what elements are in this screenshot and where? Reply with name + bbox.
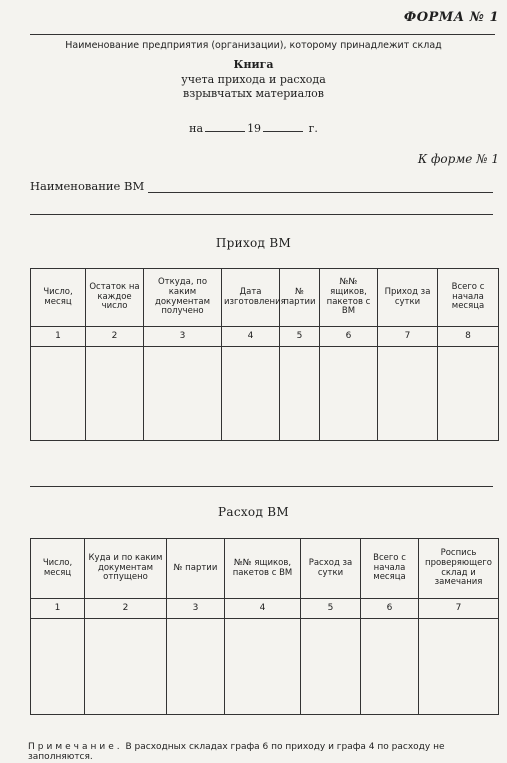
enterprise-line bbox=[30, 34, 495, 35]
income-table bbox=[30, 268, 499, 441]
expense-header-cell: №№ ящиков, пакетов с ВМ bbox=[225, 539, 301, 599]
year-prefix: на bbox=[189, 122, 204, 135]
year-century: 19 bbox=[247, 122, 262, 135]
income-body-cell bbox=[378, 347, 438, 441]
income-col-number: 1 bbox=[31, 327, 86, 347]
expense-body-row bbox=[31, 619, 499, 715]
expense-col-number: 3 bbox=[167, 599, 225, 619]
income-body-cell bbox=[280, 347, 320, 441]
expense-title: Расход ВМ bbox=[218, 505, 289, 519]
year-blank-2 bbox=[263, 123, 303, 132]
footnote-label: Примечание. bbox=[28, 742, 123, 752]
income-header-cell: № партии bbox=[280, 269, 320, 327]
book-title: Книга bbox=[233, 58, 274, 71]
income-col-number: 2 bbox=[86, 327, 144, 347]
expense-header-cell: № партии bbox=[167, 539, 225, 599]
income-body-cell bbox=[222, 347, 280, 441]
book-subtitle-1: учета прихода и расхода bbox=[181, 73, 326, 86]
income-header-cell: Число, месяц bbox=[31, 269, 86, 327]
income-col-number: 3 bbox=[144, 327, 222, 347]
income-col-number: 8 bbox=[438, 327, 499, 347]
vm-name-row bbox=[30, 179, 493, 193]
year-line bbox=[0, 122, 507, 135]
income-body-cell bbox=[86, 347, 144, 441]
income-number-row bbox=[31, 327, 499, 347]
income-col-number: 7 bbox=[378, 327, 438, 347]
expense-body-cell bbox=[419, 619, 499, 715]
book-subtitle-2: взрывчатых материалов bbox=[183, 87, 324, 100]
year-suffix: г. bbox=[308, 122, 318, 135]
income-header-cell: Всего с начала месяца bbox=[438, 269, 499, 327]
year-blank-1 bbox=[205, 123, 245, 132]
expense-body-cell bbox=[301, 619, 361, 715]
income-header-cell: Приход за сутки bbox=[378, 269, 438, 327]
expense-col-number: 1 bbox=[31, 599, 85, 619]
expense-number-row bbox=[31, 599, 499, 619]
income-body-cell bbox=[31, 347, 86, 441]
vm-name-line-2 bbox=[30, 214, 493, 215]
income-body-cell bbox=[438, 347, 499, 441]
income-title: Приход ВМ bbox=[215, 236, 292, 250]
income-body-row bbox=[31, 347, 499, 441]
expense-col-number: 6 bbox=[361, 599, 419, 619]
expense-header-cell: Роспись проверяющего склад и замечания bbox=[419, 539, 499, 599]
footnote bbox=[28, 742, 499, 763]
expense-header-cell: Число, месяц bbox=[31, 539, 85, 599]
section-divider bbox=[30, 486, 493, 487]
expense-col-number: 5 bbox=[301, 599, 361, 619]
enterprise-caption: Наименование предприятия (организации), которому принадлежит склад bbox=[65, 40, 442, 51]
expense-header-row bbox=[31, 539, 499, 599]
expense-body-cell bbox=[85, 619, 167, 715]
income-body-cell bbox=[144, 347, 222, 441]
expense-header-cell: Куда и по каким документам отпущено bbox=[85, 539, 167, 599]
expense-table bbox=[30, 538, 499, 715]
expense-col-number: 2 bbox=[85, 599, 167, 619]
income-header-cell: Дата изготовления bbox=[222, 269, 280, 327]
expense-col-number: 7 bbox=[419, 599, 499, 619]
income-header-cell: №№ ящиков, пакетов с ВМ bbox=[320, 269, 378, 327]
income-col-number: 5 bbox=[280, 327, 320, 347]
income-header-cell: Остаток на каждое число bbox=[86, 269, 144, 327]
footnote-text: В расходных складах графа 6 по приходу и графа 4 по расходу не заполняются. bbox=[28, 742, 445, 763]
expense-header-cell: Расход за сутки bbox=[301, 539, 361, 599]
income-col-number: 4 bbox=[222, 327, 280, 347]
vm-name-line bbox=[148, 182, 493, 193]
expense-body-cell bbox=[31, 619, 85, 715]
income-col-number: 6 bbox=[320, 327, 378, 347]
income-body-cell bbox=[320, 347, 378, 441]
form-number-label: ФОРМА № 1 bbox=[403, 10, 499, 25]
expense-col-number: 4 bbox=[225, 599, 301, 619]
vm-name-label: Наименование ВМ bbox=[30, 179, 145, 193]
expense-body-cell bbox=[225, 619, 301, 715]
to-form-label: К форме № 1 bbox=[417, 152, 499, 166]
expense-body-cell bbox=[167, 619, 225, 715]
expense-header-cell: Всего с начала месяца bbox=[361, 539, 419, 599]
income-header-cell: Откуда, по каким документам получено bbox=[144, 269, 222, 327]
income-header-row bbox=[31, 269, 499, 327]
expense-body-cell bbox=[361, 619, 419, 715]
